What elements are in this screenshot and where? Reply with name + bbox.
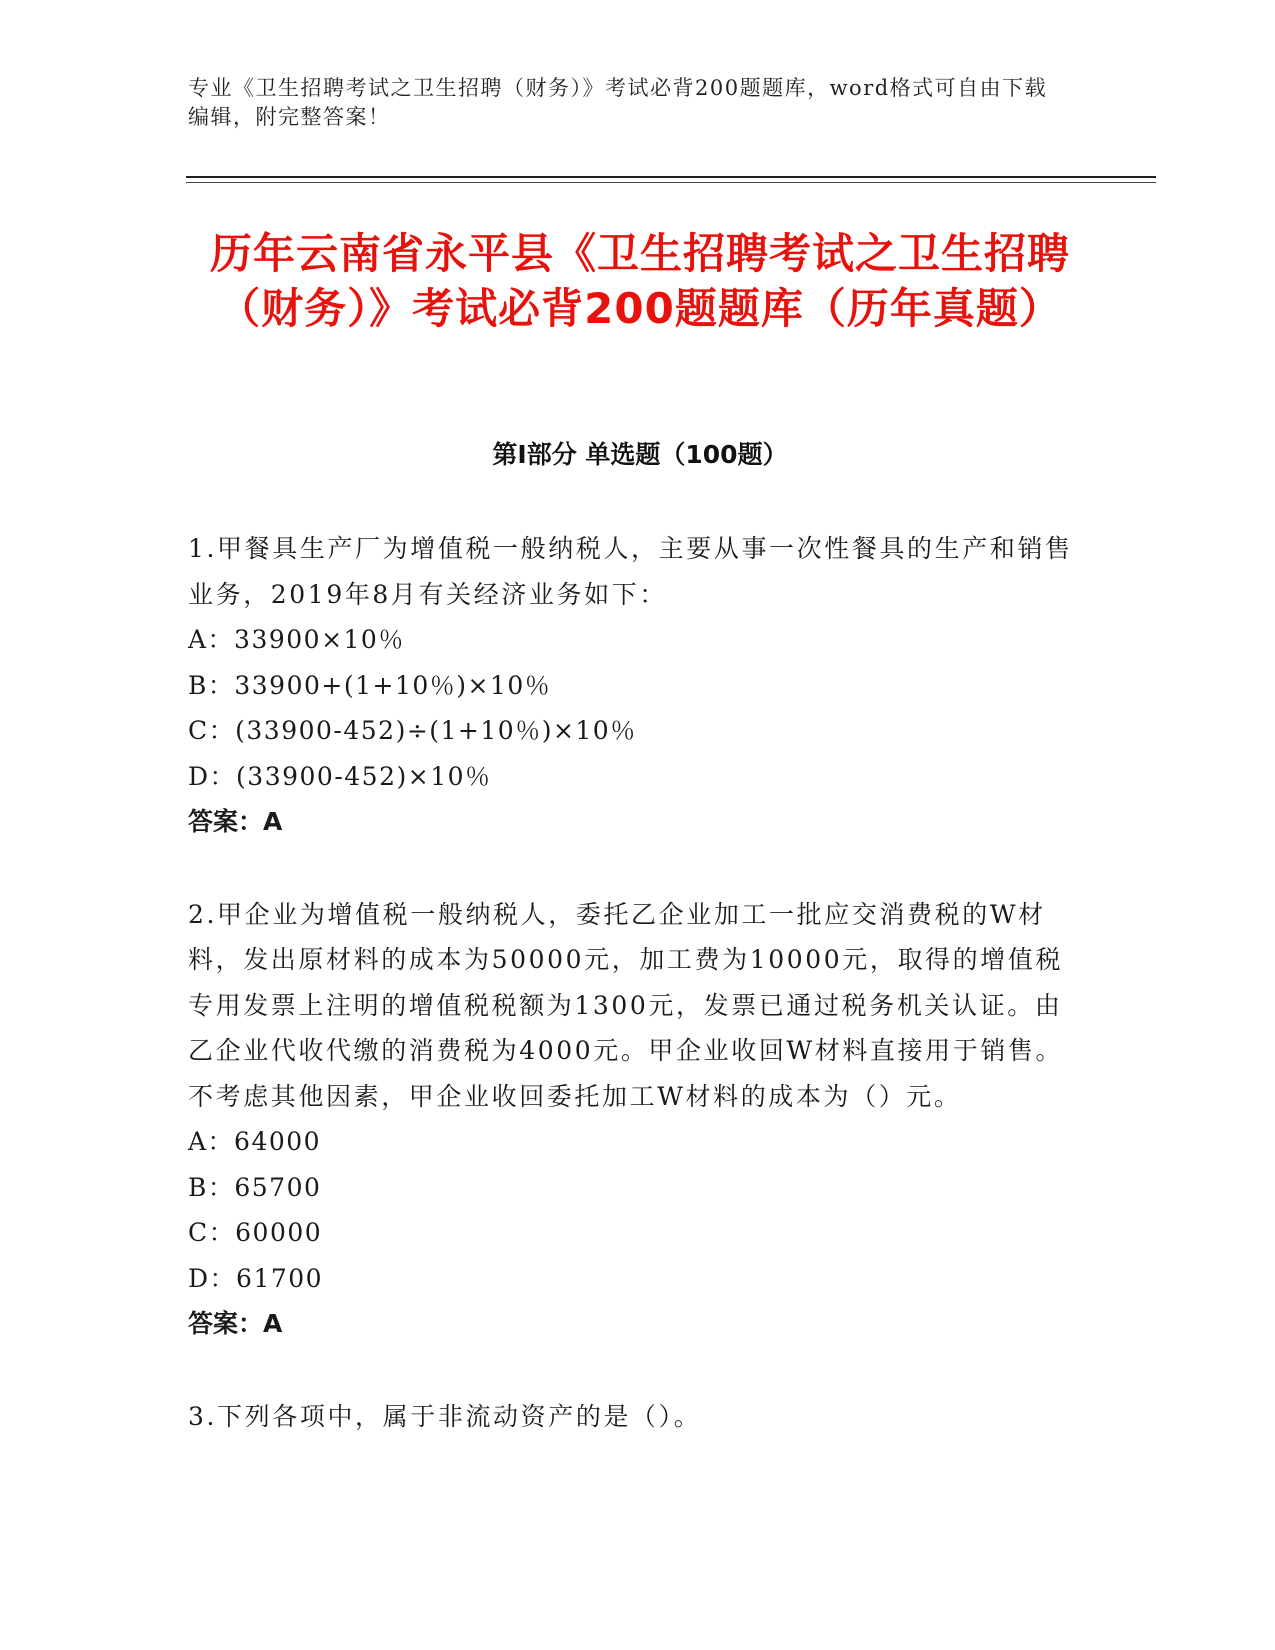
question-2 (188, 892, 1073, 1347)
option-d: D：61700 (188, 1263, 324, 1293)
question-text: 1.甲餐具生产厂为增值税一般纳税人，主要从事一次性餐具的生产和销售业务，2019年8月有关经济业务如下： (188, 534, 1073, 609)
answer-label: 答案：A (188, 1309, 283, 1338)
option-c: C：(33900-452)÷(1+10％)×10％ (188, 716, 637, 745)
question-list (188, 526, 1073, 1486)
option-b: B：65700 (188, 1172, 322, 1202)
document-title: 历年云南省永平县《卫生招聘考试之卫生招聘（财务）》考试必背200题题库（历年真题） (209, 229, 1070, 333)
header-note: 专业《卫生招聘考试之卫生招聘（财务）》考试必背200题题库，word格式可自由下载编辑，附完整答案！ (188, 76, 1048, 129)
question-text: 3.下列各项中，属于非流动资产的是（）。 (188, 1401, 702, 1431)
header-divider-thick (186, 176, 1156, 178)
question-text: 2.甲企业为增值税一般纳税人，委托乙企业加工一批应交消费税的W材料，发出原材料的成本为50000元，加工费为10000元，取得的增值税专用发票上注明的增值税税额为1300元，发票已通过税务机关认证。由乙企业代收代缴的消费税为4000元。甲企业收回W材料直接用于销售。不考虑其他因素，甲企业收回委托加工W材料的成本为（）元。 (188, 899, 1064, 1111)
question-3 (188, 1394, 1073, 1440)
answer-label: 答案：A (188, 807, 283, 836)
option-b: B：33900+(1+10％)×10％ (188, 670, 552, 700)
option-a: A：33900×10％ (188, 625, 405, 654)
header-divider-thin (186, 182, 1156, 183)
option-a: A：64000 (188, 1127, 322, 1156)
option-c: C：60000 (188, 1218, 323, 1247)
section-title: 第I部分 单选题（100题） (492, 440, 788, 469)
option-d: D：(33900-452)×10％ (188, 761, 492, 791)
question-1 (188, 526, 1073, 845)
